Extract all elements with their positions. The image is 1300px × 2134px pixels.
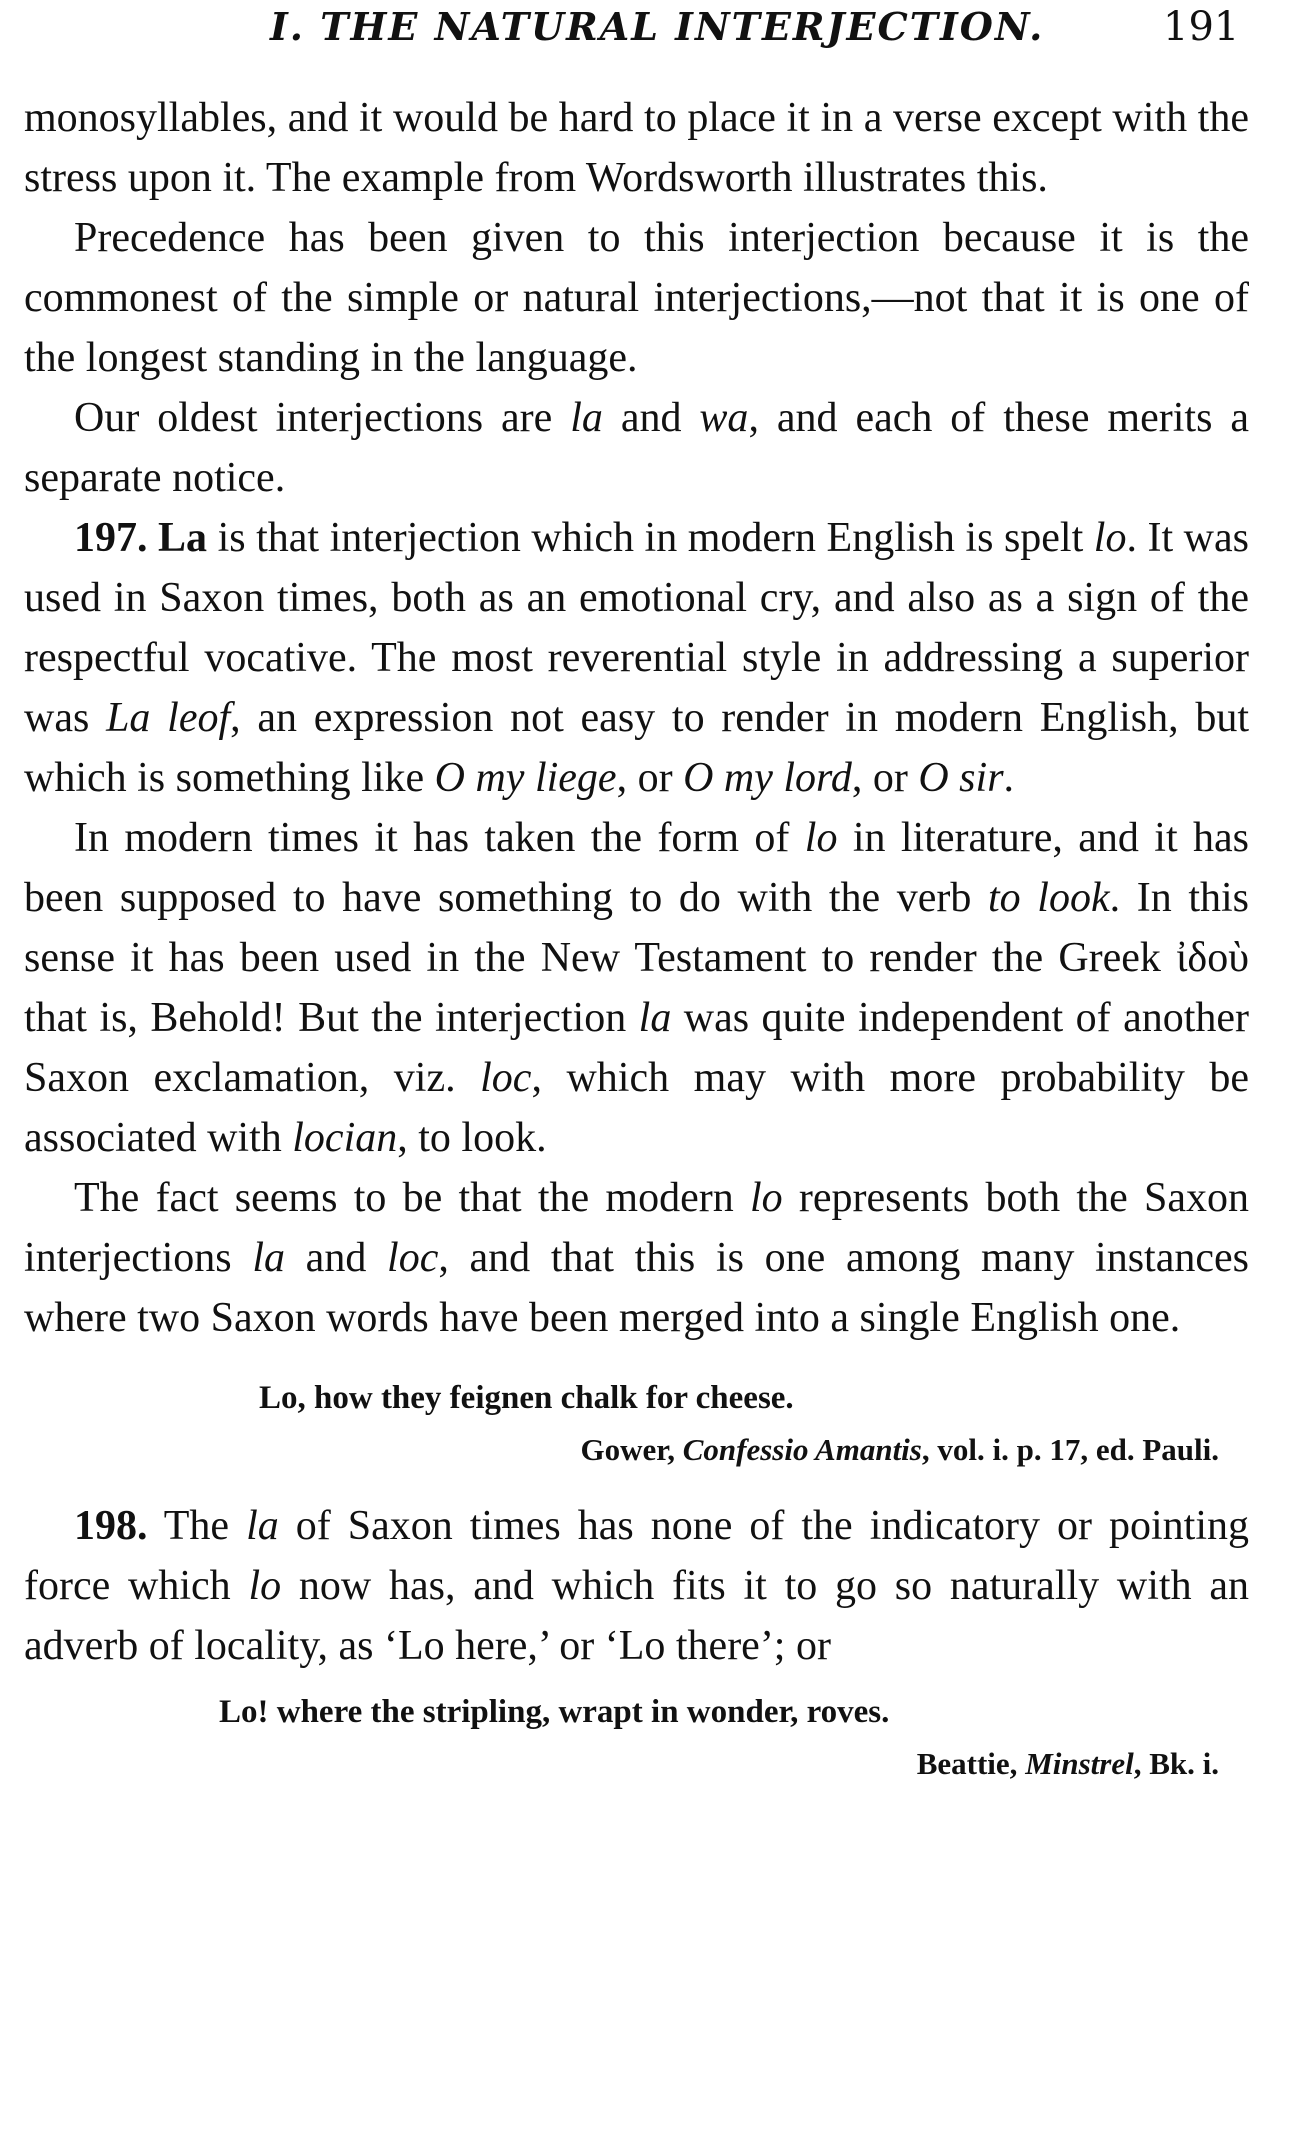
paragraph-modern-times xyxy=(24,808,1249,1168)
italic-term: wa xyxy=(699,395,749,441)
citation-author: Beattie, xyxy=(916,1746,1026,1781)
text-run: , or xyxy=(851,755,919,801)
text-run: , to look. xyxy=(397,1115,547,1161)
text-run: represents both the Saxon interjections xyxy=(24,1175,1249,1281)
body-text xyxy=(24,88,1249,1790)
block-quote-gower xyxy=(24,1372,1249,1476)
paragraph-oldest-interjections xyxy=(24,388,1249,508)
italic-term: lo xyxy=(749,1175,783,1221)
italic-term: locian xyxy=(292,1115,398,1161)
paragraph-text: monosyllables, and it would be hard to place it in a verse except with the stress upon it. The example from Wordsworth illustrates this. xyxy=(24,95,1249,201)
page-header xyxy=(0,4,1300,60)
text-run: that is, Behold! But the interjection xyxy=(24,995,639,1041)
running-head: I. THE NATURAL INTERJECTION. xyxy=(270,4,1045,49)
section-number: 198. xyxy=(74,1503,148,1549)
section-197 xyxy=(24,508,1249,808)
page-number: 191 xyxy=(1163,4,1240,50)
italic-term: la xyxy=(638,995,672,1041)
italic-term: lo xyxy=(1093,515,1127,561)
text-run: . It was used in Saxon times, both as an emotional cry, and also as a sign of the respectful vocative. The most reverential style in addressing a superior was xyxy=(24,515,1249,741)
quote-citation xyxy=(24,1738,1249,1790)
text-run: and xyxy=(284,1235,388,1281)
text-run: . xyxy=(1003,755,1015,801)
italic-term: loc xyxy=(387,1235,439,1281)
text-run: , and that this is one among many instances where two Saxon words have been merged into a single English one. xyxy=(24,1235,1249,1341)
greek-word: ἰδοὺ xyxy=(1176,935,1249,981)
quote-line: Lo, how they feignen chalk for cheese. xyxy=(259,1380,794,1416)
italic-term: la xyxy=(570,395,603,441)
citation-author: Gower, xyxy=(580,1432,683,1467)
section-lead-word: La xyxy=(158,515,208,561)
italic-term: loc xyxy=(480,1055,532,1101)
text-run: , or xyxy=(616,755,684,801)
italic-term: la xyxy=(252,1235,285,1281)
text-run: Our oldest interjections are xyxy=(74,395,571,441)
italic-term: to look xyxy=(988,875,1110,921)
text-run: in literature, and it has been supposed to have something to do with the verb xyxy=(24,815,1249,921)
text-run: , which may with more probability be associated with xyxy=(24,1055,1249,1161)
text-run: The xyxy=(147,1503,247,1549)
citation-work: Minstrel xyxy=(1025,1746,1134,1781)
citation-details: , vol. i. p. 17, ed. Pauli. xyxy=(921,1432,1219,1467)
text-run: In modern times it has taken the form of xyxy=(74,815,805,861)
text-run: was quite independent of another Saxon exclamation, viz. xyxy=(24,995,1250,1101)
italic-term: La leof xyxy=(106,695,231,741)
text-run: now has, and which fits it to go so naturally with an adverb of locality, as ‘Lo here,’ or ‘Lo there’; or xyxy=(24,1563,1249,1669)
italic-term: lo xyxy=(248,1563,282,1609)
italic-term: O my liege xyxy=(434,755,617,801)
italic-term: la xyxy=(246,1503,279,1549)
section-198 xyxy=(24,1496,1249,1676)
italic-term: O my lord xyxy=(683,755,852,801)
citation-work: Confessio Amantis xyxy=(682,1432,922,1467)
citation-details: , Bk. i. xyxy=(1133,1746,1219,1781)
paragraph-continuation xyxy=(24,88,1249,208)
text-run: The fact seems to be that the modern xyxy=(74,1175,750,1221)
text-run: of Saxon times has none of the indicatory or pointing force which xyxy=(24,1503,1249,1609)
paragraph-precedence xyxy=(24,208,1249,388)
paragraph-text: Precedence has been given to this interjection because it is the commonest of the simple or natural interjections,—not that it is one of the longest standing in the language. xyxy=(24,215,1249,381)
quote-line: Lo! where the stripling, wrapt in wonder, roves. xyxy=(219,1694,890,1730)
text-run: and xyxy=(602,395,700,441)
text-run: , an expression not easy to render in modern English, but which is something like xyxy=(24,695,1249,801)
block-quote-beattie xyxy=(24,1686,1249,1790)
text-run: , and each of these merits a separate notice. xyxy=(24,395,1249,501)
quote-citation xyxy=(24,1424,1249,1476)
text-run: . In this sense it has been used in the New Testament to render the Greek xyxy=(24,875,1250,981)
paragraph-the-fact xyxy=(24,1168,1249,1348)
italic-term: O sir xyxy=(918,755,1004,801)
text-run: is that interjection which in modern English is spelt xyxy=(207,515,1094,561)
section-number: 197. xyxy=(74,515,148,561)
italic-term: lo xyxy=(804,815,838,861)
